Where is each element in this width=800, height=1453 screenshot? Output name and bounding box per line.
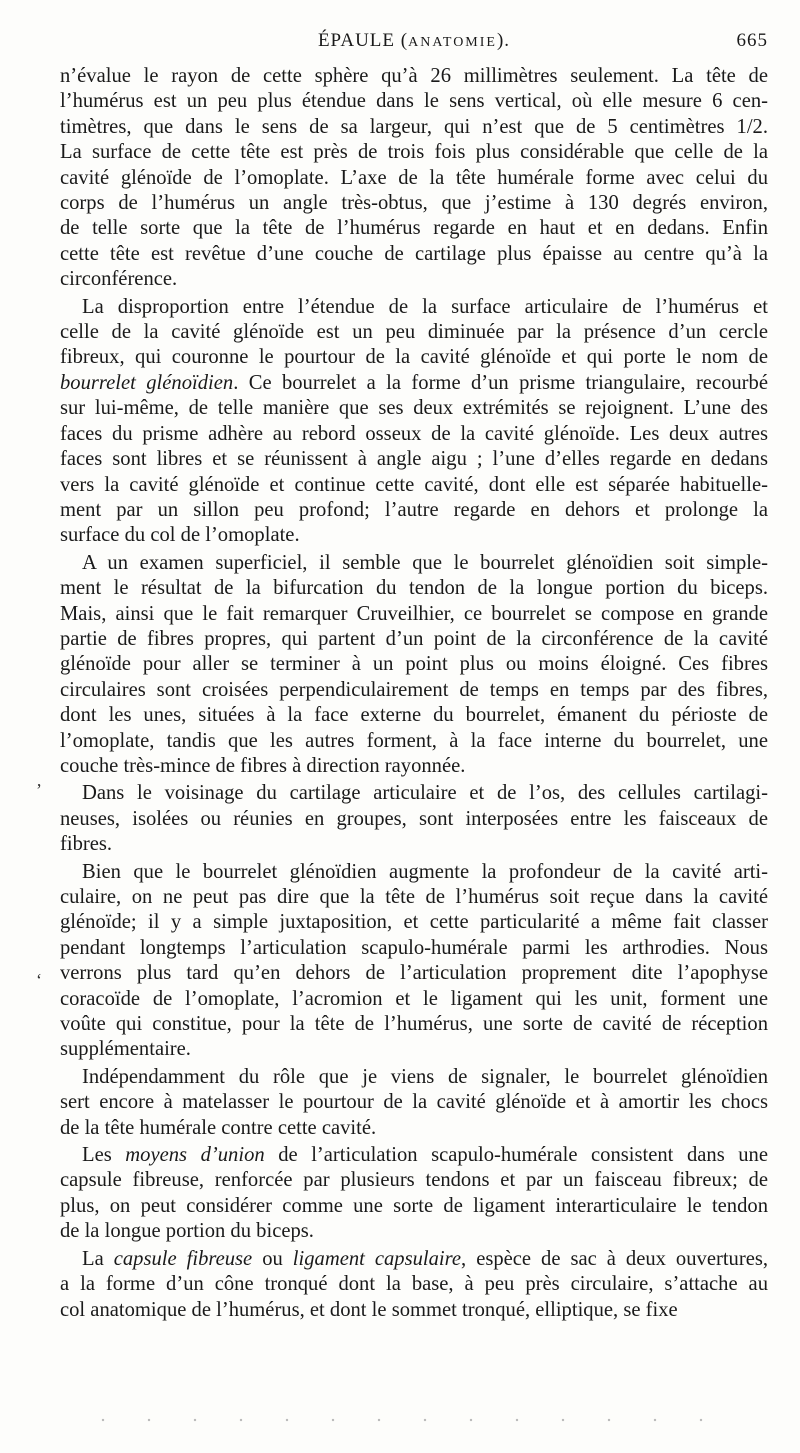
text-line: culaire, on ne peut pas dire que la tête de l’humérus soit reçue dans la cavité <box>60 886 768 908</box>
text-line: faces sont libres et se réunissent à angle aigu ; l’une d’elles regarde en dedans <box>60 448 768 471</box>
paragraph <box>60 551 768 780</box>
text-line: n’évalue le rayon de cette sphère qu’à 26 millimètres seulement. La tête de <box>60 65 768 87</box>
text-line: supplémentaire. <box>60 1038 191 1061</box>
text-line: vers la cavité glénoïde et continue cette cavité, dont elle est séparée habituelle- <box>60 473 768 496</box>
text-line: corps de l’humérus un angle très-obtus, que j’estime à 130 degrés environ, <box>60 192 768 215</box>
running-title: ÉPAULE (ANATOMIE). <box>317 30 511 51</box>
paragraph <box>60 295 768 549</box>
text-line: surface du col de l’omoplate. <box>60 524 300 547</box>
text-line: La disproportion entre l’étendue de la surface articulaire de l’humérus et <box>82 295 768 318</box>
text-line: cette tête est revêtue d’une couche de cartilage plus épaisse au centre qu’à la <box>60 242 768 265</box>
text-line: a la forme d’un cône tronqué dont la base, à peu près circulaire, s’attache au <box>60 1273 768 1296</box>
text-line: Bien que le bourrelet glénoïdien augmente la profondeur de la cavité arti- <box>82 860 768 883</box>
text-line: glénoïde; il y a simple juxtaposition, et cette particularité a même fait classer <box>60 911 768 934</box>
text-line: La capsule fibreuse ou ligament capsulaire, espèce de sac à deux ouvertures, <box>82 1247 769 1270</box>
body-text <box>60 64 768 1323</box>
text-line: ment par un sillon peu profond; l’autre regarde en dehors et prolonge la <box>60 498 768 521</box>
text-line: La surface de cette tête est près de trois fois plus considérable que celle de la <box>60 141 768 164</box>
text-line: sur lui-même, de telle manière que ses deux extrémités se rejoignent. L’une des <box>60 397 768 420</box>
paragraph <box>60 1065 768 1141</box>
text-line: dont les unes, situées à la face externe du bourrelet, émanent du périoste de <box>60 704 768 727</box>
text-line: cavité glénoïde de l’omoplate. L’axe de la tête humérale forme avec celui du <box>60 166 768 189</box>
text-line: A un examen superficiel, il semble que le bourrelet glénoïdien soit simple- <box>82 551 768 574</box>
paragraph <box>60 781 768 857</box>
text-line: de telle sorte que la tête de l’humérus regarde en haut et en dedans. Enfin <box>60 217 768 240</box>
running-header <box>60 30 768 62</box>
text-line: de la longue portion du biceps. <box>60 1220 314 1243</box>
text-line: l’omoplate, tandis que les autres forment, à la face interne du bourrelet, une <box>60 729 768 752</box>
paragraph <box>60 64 768 293</box>
text-line: bourrelet glénoïdien. Ce bourrelet a la forme d’un prisme triangulaire, recourbé <box>60 371 768 394</box>
paragraph <box>60 860 768 1063</box>
page-number: 665 <box>736 30 768 51</box>
text-line: l’humérus est un peu plus étendue dans le sens vertical, où elle mesure 6 cen- <box>60 90 768 113</box>
text-line: ment le résultat de la bifurcation du tendon de la longue portion du biceps. <box>60 577 768 600</box>
text-line: circulaires sont croisées perpendiculairement de temps en temps par des fibres, <box>60 678 768 701</box>
text-line: glénoïde pour aller se terminer à un point plus ou moins éloigné. Ces fibres <box>60 653 768 676</box>
margin-mark: ‚ <box>36 770 42 790</box>
text-line: fibreux, qui couronne le pourtour de la cavité glénoïde et qui porte le nom de <box>60 346 768 369</box>
margin-mark: ‘ <box>36 970 42 990</box>
text-line: de la tête humérale contre cette cavité. <box>60 1116 377 1139</box>
text-line: Dans le voisinage du cartilage articulaire et de l’os, des cellules cartilagi- <box>82 782 768 805</box>
page-bottom-specks <box>80 1418 720 1422</box>
text-line: coracoïde de l’omoplate, l’acromion et le ligament qui les unit, forment une <box>60 987 768 1010</box>
text-line: partie de fibres propres, qui partent d’un point de la circonférence de la cavité <box>60 627 768 650</box>
text-line: neuses, isolées ou réunies en groupes, sont interposées entre les faisceaux de <box>60 807 768 830</box>
text-line: Indépendamment du rôle que je viens de signaler, le bourrelet glénoïdien <box>82 1065 768 1088</box>
text-line: col anatomique de l’humérus, et dont le sommet tronqué, elliptique, se fixe <box>60 1298 678 1321</box>
text-line: capsule fibreuse, renforcée par plusieurs tendons et par un faisceau fibreux; de <box>60 1169 768 1192</box>
paragraph <box>60 1247 768 1323</box>
text-line: fibres. <box>60 833 113 856</box>
text-line: timètres, que dans le sens de sa largeur, qui n’est que de 5 centimètres 1/2. <box>60 115 768 138</box>
text-line: celle de la cavité glénoïde est un peu diminuée par la présence d’un cercle <box>60 321 768 344</box>
text-line: pendant longtemps l’articulation scapulo-humérale parmi les arthrodies. Nous <box>60 936 768 959</box>
text-line: voûte qui constitue, pour la tête de l’humérus, une sorte de cavité de réception <box>60 1013 768 1036</box>
text-line: sert encore à matelasser le pourtour de la cavité glénoïde et à amortir les chocs <box>60 1091 768 1114</box>
text-line: couche très-mince de fibres à direction rayonnée. <box>60 754 466 777</box>
text-line: faces du prisme adhère au rebord osseux de la cavité glénoïde. Les deux autres <box>60 422 768 445</box>
text-line: plus, on peut considérer comme une sorte de ligament interarticulaire le tendon <box>60 1194 768 1217</box>
text-line: verrons plus tard qu’en dehors de l’articulation proprement dite l’apophyse <box>60 962 768 985</box>
text-line: Les moyens d’union de l’articulation scapulo-humérale consistent dans une <box>82 1144 768 1167</box>
paragraph <box>60 1143 768 1245</box>
text-line: Mais, ainsi que le fait remarquer Cruveilhier, ce bourrelet se compose en grande <box>60 602 768 625</box>
text-line: circonférence. <box>60 268 178 291</box>
